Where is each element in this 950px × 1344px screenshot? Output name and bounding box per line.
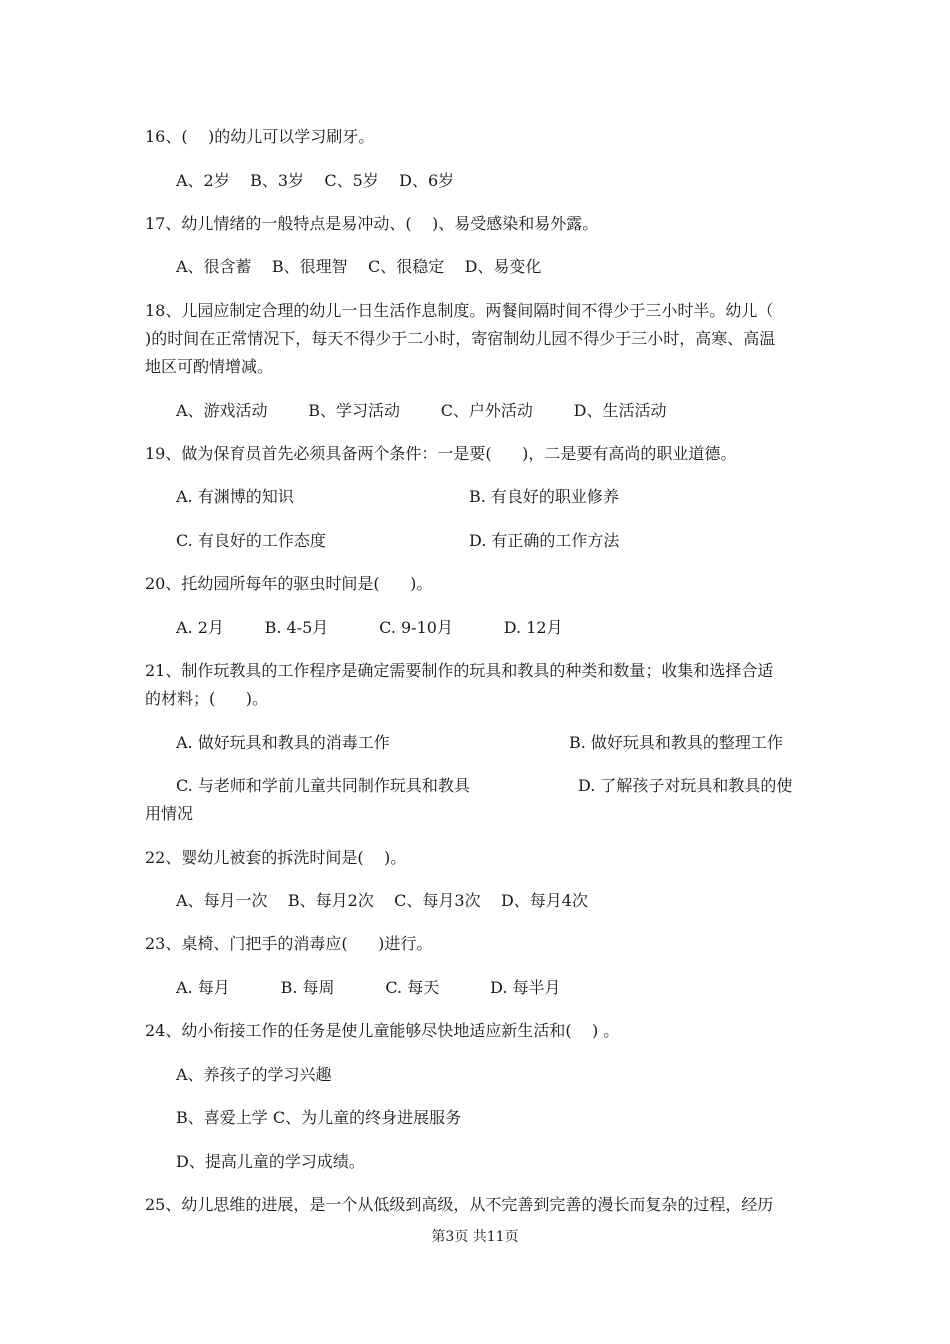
question-18-line-2: )的时间在正常情况下，每天不得少于二小时，寄宿制幼儿园不得少于三小时，高寒、高温 (145, 329, 776, 348)
question-24: 24、幼小衔接工作的任务是使儿童能够尽快地适应新生活和( ) 。 (145, 1021, 620, 1040)
question-21-line-1: 21、制作玩教具的工作程序是确定需要制作的玩具和教具的种类和数量；收集和选择合适 (145, 661, 774, 680)
question-19-option-c: C. 有良好的工作态度 (176, 531, 326, 550)
question-24-option-line-2: B、喜爱上学 C、为儿童的终身进展服务 (176, 1108, 462, 1127)
question-20-options: A. 2月 B. 4-5月 C. 9-10月 D. 12月 (176, 618, 563, 637)
question-18-options: A、游戏活动 B、学习活动 C、户外活动 D、生活活动 (176, 401, 667, 420)
question-18-line-3: 地区可酌情增减。 (145, 357, 274, 376)
question-16: 16、( )的幼儿可以学习刷牙。 (145, 127, 375, 146)
question-21-option-a: A. 做好玩具和教具的消毒工作 (176, 733, 390, 752)
question-21-option-d-cont: 用情况 (145, 804, 194, 823)
question-21-option-d: D. 了解孩子对玩具和教具的使 (578, 776, 793, 795)
question-20: 20、托幼园所每年的驱虫时间是( )。 (145, 574, 433, 593)
question-19-option-b: B. 有良好的职业修养 (469, 487, 619, 506)
page-footer: 第3页 共11页 (431, 1229, 519, 1245)
question-23: 23、桌椅、门把手的消毒应( )进行。 (145, 934, 433, 953)
question-18-line-1: 18、儿园应制定合理的幼儿一日生活作息制度。两餐间隔时间不得少于三小时半。幼儿（ (145, 301, 774, 320)
question-21-option-b: B. 做好玩具和教具的整理工作 (569, 733, 783, 752)
question-17: 17、幼儿情绪的一般特点是易冲动、( )、易受感染和易外露。 (145, 214, 599, 233)
question-19-option-a: A. 有渊博的知识 (176, 487, 294, 506)
question-25: 25、幼儿思维的进展，是一个从低级到高级，从不完善到完善的漫长而复杂的过程，经历 (145, 1195, 774, 1214)
question-16-options: A、2岁 B、3岁 C、5岁 D、6岁 (176, 171, 455, 190)
question-19: 19、做为保育员首先必须具备两个条件：一是要( )，二是要有高尚的职业道德。 (145, 444, 737, 463)
question-17-options: A、很含蓄 B、很理智 C、很稳定 D、易变化 (176, 257, 542, 276)
question-22-options: A、每月一次 B、每月2次 C、每月3次 D、每月4次 (176, 891, 588, 910)
question-21-option-c: C. 与老师和学前儿童共同制作玩具和教具 (176, 776, 470, 795)
question-21-line-2: 的材料；( )。 (145, 689, 269, 708)
question-22: 22、婴幼儿被套的拆洗时间是( )。 (145, 848, 407, 867)
question-23-options: A. 每月 B. 每周 C. 每天 D. 每半月 (176, 978, 561, 997)
question-19-option-d: D. 有正确的工作方法 (469, 531, 620, 550)
question-24-option-line-3: D、提高儿童的学习成绩。 (176, 1152, 365, 1171)
question-24-option-line-1: A、养孩子的学习兴趣 (176, 1065, 332, 1084)
